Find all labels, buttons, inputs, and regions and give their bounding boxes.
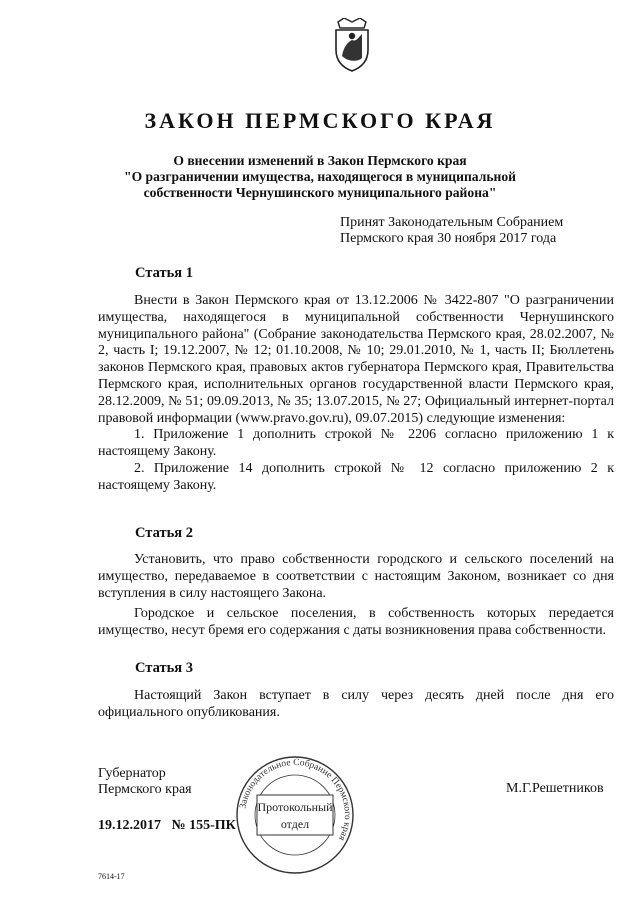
stamp-ring-text: Законодательное Собрание Пермского края (238, 757, 353, 843)
article-paragraph: Установить, что право собственности городского и сельского поселений на имущество, передаваемое в соответствии с настоящим Законом, возникает со дня вступления в силу настоящего Закона. (98, 552, 614, 601)
subtitle-line: "О разграничении имущества, находящегося в муниципальной (124, 169, 516, 184)
document-code: 7614-17 (98, 872, 125, 881)
signatory-position (98, 766, 192, 798)
position-line: Пермского края (98, 782, 192, 797)
article-paragraph: Городское и сельское поселения, в собственность которых передается имущество, несут бремя его содержания с даты возникновения права собственности. (98, 606, 614, 639)
article-1-heading: Статья 1 (135, 265, 193, 281)
article-3-heading: Статья 3 (135, 660, 193, 676)
position-line: Губернатор (98, 766, 166, 781)
article-paragraph: 2. Приложение 14 дополнить строкой № 12 согласно приложению 2 к настоящему Закону. (98, 460, 614, 493)
adoption-note (340, 215, 563, 247)
article-2-heading: Статья 2 (135, 525, 193, 541)
article-2-body (98, 552, 614, 640)
article-paragraph: 1. Приложение 1 дополнить строкой № 2206 согласно приложению 1 к настоящему Закону. (98, 427, 614, 460)
law-subtitle (80, 153, 560, 201)
article-3-body (98, 688, 614, 722)
adoption-line: Пермского края 30 ноября 2017 года (340, 231, 557, 246)
document-title: ЗАКОН ПЕРМСКОГО КРАЯ (144, 108, 496, 133)
adoption-line: Принят Законодательным Собранием (340, 215, 564, 230)
signatory-name: М.Г.Решетников (506, 781, 604, 796)
article-paragraph: Настоящий Закон вступает в силу через десять дней после дня его официального опубликования. (98, 688, 614, 720)
article-1-body (98, 293, 614, 495)
subtitle-line: собственности Чернушинского муниципального района" (143, 185, 497, 200)
coat-of-arms-icon (330, 18, 374, 72)
stamp-inner-line: Протокольный (257, 800, 333, 814)
article-paragraph: Внести в Закон Пермского края от 13.12.2006 № 3422-807 "О разграничении имущества, находящегося в муниципальной собственности Чернушинского муниципального района" (Собрание законодательства Пермского края, 28.02.2007, № 2, часть I; 19.12.2007, № 12; 01.10.2008, № 10; 29.01.2010, № 1, часть II; Бюллетень законов Пермского края, правовых актов губернатора Пермского края, Правительства Пермского края, исполнительных органов государственной власти Пермского края, 28.12.2009, № 51; 09.09.2013, № 35; 13.07.2015, № 27; Официальный интернет-портал правовой информации (www.pravo.gov.ru), 09.07.2015) следующие изменения: (98, 293, 614, 426)
subtitle-line: О внесении изменений в Закон Пермского края (173, 153, 467, 168)
law-date-number: 19.12.2017 № 155-ПК (98, 818, 236, 833)
stamp-inner-line: отдел (280, 817, 310, 831)
official-stamp-icon (235, 755, 355, 875)
